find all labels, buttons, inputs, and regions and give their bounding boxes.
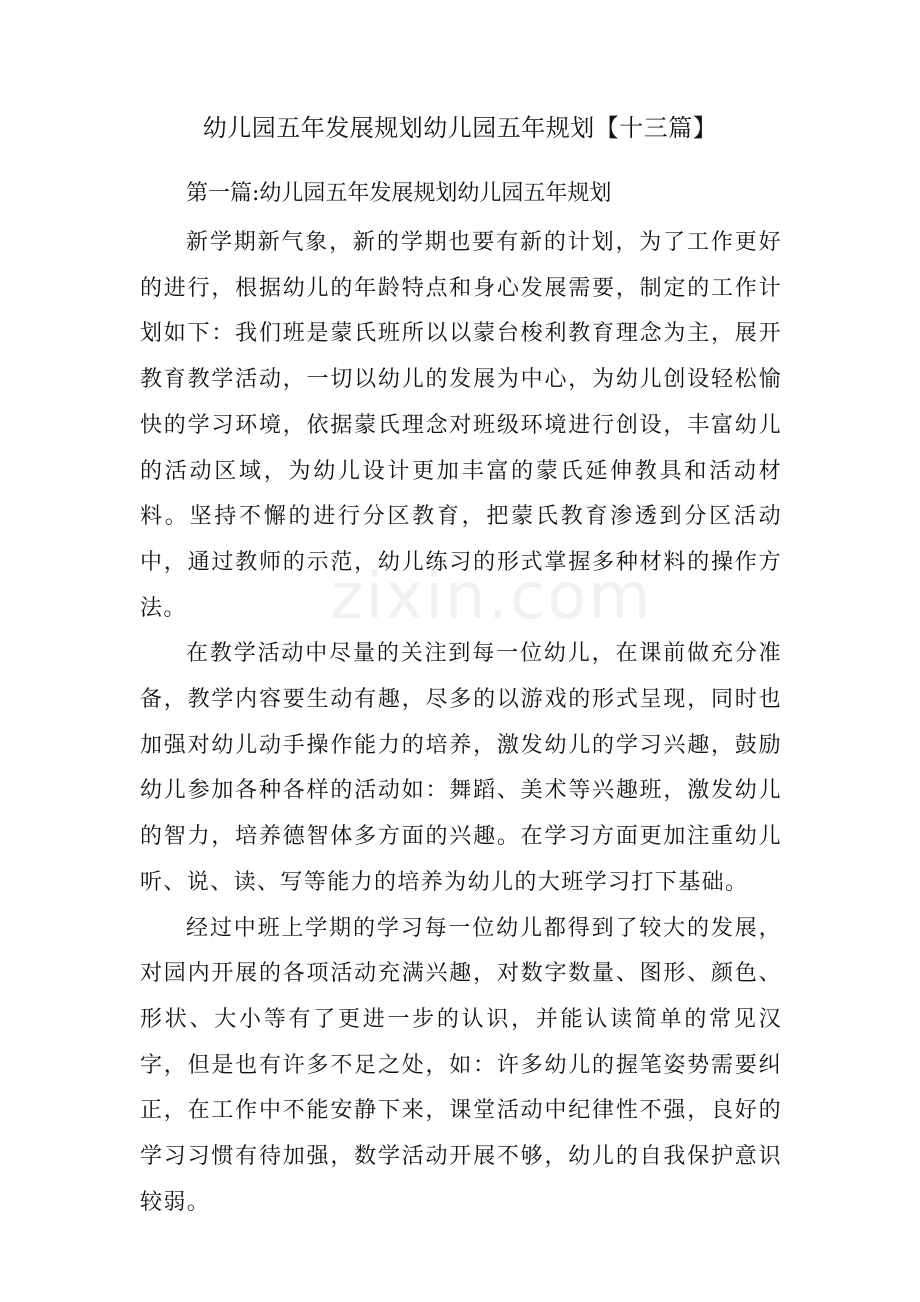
document-body	[140, 220, 782, 1225]
document-title: 幼儿园五年发展规划幼儿园五年规划【十三篇】	[202, 114, 718, 142]
paragraph-2: 在教学活动中尽量的关注到每一位幼儿，在课前做充分准备，教学内容要生动有趣，尽多的以游戏的形式呈现，同时也加强对幼儿动手操作能力的培养，激发幼儿的学习兴趣，鼓励幼儿参加各种各样的活动如：舞蹈、美术等兴趣班，激发幼儿的智力，培养德智体多方面的兴趣。在学习方面更加注重幼儿听、说、读、写等能力的培养为幼儿的大班学习打下基础。	[140, 641, 782, 895]
watermark: zixin.com	[330, 560, 653, 634]
paragraph-3: 经过中班上学期的学习每一位幼儿都得到了较大的发展，对园内开展的各项活动充满兴趣，对数字数量、图形、颜色、形状、大小等有了更进一步的认识，并能认读简单的常见汉字，但是也有许多不足之处，如：许多幼儿的握笔姿势需要纠正，在工作中不能安静下来，课堂活动中纪律性不强，良好的学习习惯有待加强，数学活动开展不够，幼儿的自我保护意识较弱。	[140, 915, 782, 1215]
paragraph-1: 新学期新气象，新的学期也要有新的计划，为了工作更好的进行，根据幼儿的年龄特点和身心发展需要，制定的工作计划如下：我们班是蒙氏班所以以蒙台梭利教育理念为主，展开教育教学活动，一切以幼儿的发展为中心，为幼儿创设轻松愉快的学习环境，依据蒙氏理念对班级环境进行创设，丰富幼儿的活动区域，为幼儿设计更加丰富的蒙氏延伸教具和活动材料。坚持不懈的进行分区教育，把蒙氏教育渗透到分区活动中，通过教师的示范，幼儿练习的形式掌握多种材料的操作方法。	[140, 230, 782, 621]
section-heading: 第一篇:幼儿园五年发展规划幼儿园五年规划	[186, 181, 612, 206]
